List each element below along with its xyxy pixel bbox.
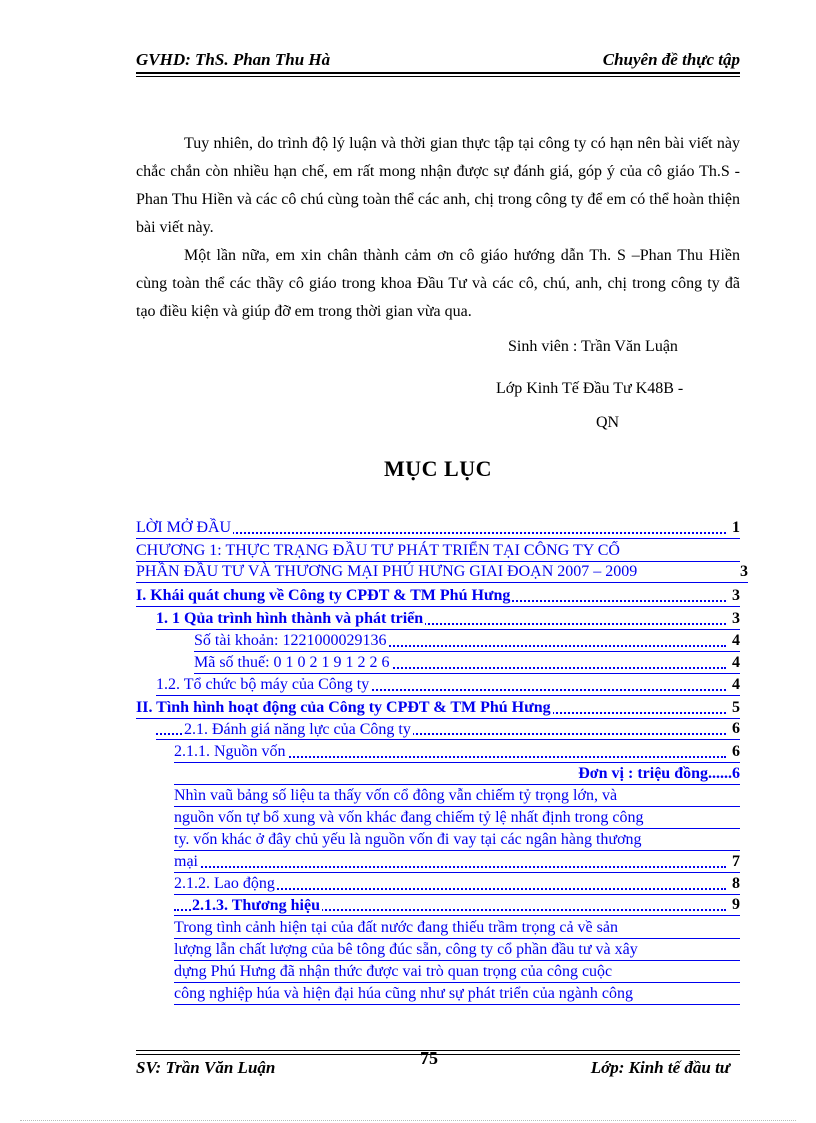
toc-link-2-1-3[interactable] — [174, 896, 740, 916]
toc-page-number: 6 — [732, 743, 740, 760]
toc-link-capital-note-3[interactable] — [174, 830, 740, 851]
toc-link-brand-note-4[interactable] — [174, 984, 740, 1005]
toc-page-number: 3 — [740, 563, 748, 580]
toc-link-text: I. Khái quát chung về Công ty CPĐT & TM Phú Hưng — [136, 587, 511, 604]
toc-link-capital-note-4[interactable] — [174, 852, 740, 873]
footer-rule-thin — [136, 1054, 740, 1055]
header-rule — [136, 72, 740, 74]
toc-link-text: 2.1.2. Lao động — [174, 875, 275, 892]
toc-page-number: 3 — [732, 610, 740, 627]
toc-link-brand-note-3[interactable] — [174, 962, 740, 983]
toc-title: MỤC LỤC — [384, 456, 492, 481]
toc-page-number: 7 — [732, 853, 740, 870]
toc-link-text: Nhìn vaũ bảng số liệu ta thấy vốn cổ đông vẫn chiếm tỷ trọng lớn, và — [174, 787, 618, 804]
toc-link-text: Số tài khoản: 1221000029136 — [194, 632, 387, 649]
toc-link-text: lượng lẫn chất lượng của bê tông đúc sẵn, công ty cổ phần đầu tư và xây — [174, 941, 638, 958]
toc-link-text: PHẦN ĐẦU TƯ VÀ THƯƠNG MẠI PHÚ HƯNG GIAI ĐOẠN 2007 – 2009 — [136, 563, 638, 580]
signature-student: Sinh viên : Trần Văn Luận — [508, 338, 678, 355]
toc-page-number: 3 — [732, 587, 740, 604]
toc-link-text: II. Tình hình hoạt động của Công ty CPĐT & TM Phú Hưng — [136, 699, 551, 716]
toc-page-number: 1 — [732, 519, 740, 536]
toc-link-text: CHƯƠNG 1: THỰC TRẠNG ĐẦU TƯ PHÁT TRIỂN TẠI CÔNG TY CỔ — [136, 542, 620, 559]
toc-page-number: 9 — [732, 896, 740, 913]
toc-link-text: Đơn vị : triệu đồng...... — [578, 765, 732, 782]
toc-page-number: 4 — [732, 676, 740, 693]
toc-link-section-1[interactable] — [136, 586, 740, 607]
toc-link-1-2[interactable] — [156, 675, 740, 696]
toc-link-chapter1[interactable] — [136, 541, 740, 562]
toc-link-text: 1.2. Tổ chức bộ máy của Công ty — [156, 676, 370, 693]
toc-link-capital-note-1[interactable] — [174, 786, 740, 807]
toc-link-1-1[interactable] — [156, 609, 740, 630]
toc-page-number: 6 — [732, 720, 740, 737]
footer-student: SV: Trần Văn Luận — [136, 1058, 276, 1077]
header-document-type: Chuyên đề thực tập — [602, 50, 740, 69]
toc-link-intro[interactable] — [136, 518, 740, 539]
signature-class: Lớp Kinh Tế Đầu Tư K48B - — [496, 380, 684, 397]
toc-link-2-1-2[interactable] — [174, 874, 740, 895]
toc-page-number: 5 — [732, 699, 740, 716]
header-rule-thin — [136, 76, 740, 77]
page-bottom-border — [20, 1120, 796, 1121]
toc-link-text: ty. vốn khác ở đây chủ yếu là nguồn vốn đi vay tại các ngân hàng thương — [174, 831, 642, 848]
toc-link-text: công nghiệp húa và hiện đại húa cũng như sự phát triển của ngành công — [174, 985, 633, 1002]
toc-link-tax-code[interactable] — [194, 653, 740, 674]
footer-class: Lớp: Kinh tế đầu tư — [590, 1058, 730, 1077]
toc-link-2-1[interactable] — [156, 720, 740, 740]
body-paragraph-1: Tuy nhiên, do trình độ lý luận và thời gian thực tập tại công ty có hạn nên bài viết này chắc chắn còn nhiều hạn chế, em rất mong nhận được sự đánh giá, góp ý của cô giáo Th.S - Phan Thu Hiền và các cô chú cùng toàn thể các anh, chị trong công ty để em có thể hoàn thiện bài viết này. — [136, 135, 740, 236]
page-footer — [136, 1048, 740, 1082]
toc-link-capital-note-2[interactable] — [174, 808, 740, 829]
toc-page-number: 4 — [732, 632, 740, 649]
toc-link-text: Trong tình cảnh hiện tại của đất nước đang thiếu trầm trọng cả về sản — [174, 919, 618, 936]
toc-link-text: Mã số thuế: 0 1 0 2 1 9 1 2 2 6 — [194, 654, 390, 671]
toc-link-text: LỜI MỞ ĐẦU — [136, 519, 232, 536]
footer-rule — [136, 1050, 740, 1051]
toc-link-text: nguồn vốn tự bổ xung và vốn khác đang chiếm tỷ lệ nhất định trong công — [174, 809, 644, 826]
toc-link-brand-note-1[interactable] — [174, 918, 740, 939]
toc-link-text: 1. 1 Qủa trình hình thành và phát triển — [156, 610, 424, 627]
toc-link-text: 2.1.1. Nguồn vốn — [174, 743, 286, 760]
header-supervisor: GVHD: ThS. Phan Thu Hà — [136, 50, 331, 69]
toc-link-account-number[interactable] — [194, 631, 740, 652]
toc-link-unit[interactable] — [174, 764, 740, 785]
toc-link-chapter1-cont[interactable] — [136, 562, 748, 583]
page-header — [136, 48, 740, 72]
toc-link-text: 2.1.3. Thương hiệu — [192, 897, 320, 914]
page-number: 75 — [420, 1048, 438, 1068]
toc-link-section-2[interactable] — [136, 698, 740, 719]
toc-page-number: 6 — [732, 765, 740, 782]
toc-page-number: 4 — [732, 654, 740, 671]
toc-page-number: 8 — [732, 875, 740, 892]
toc-link-text: dựng Phú Hưng đã nhận thức được vai trò quan trọng của công cuộc — [174, 963, 613, 980]
signature-class-suffix: QN — [596, 414, 620, 431]
toc-link-2-1-1[interactable] — [174, 742, 740, 763]
toc-link-text: 2.1. Đánh giá năng lực của Công ty — [184, 721, 411, 738]
body-paragraph-2: Một lần nữa, em xin chân thành cảm ơn cô giáo hướng dẫn Th. S –Phan Thu Hiền cùng toàn thể các thầy cô giáo trong khoa Đầu Tư và các cô, chú, anh, chị trong công ty đã tạo điều kiện và giúp đỡ em trong thời gian vừa qua. — [136, 247, 740, 320]
toc-link-text: mại — [174, 853, 198, 870]
toc-link-brand-note-2[interactable] — [174, 940, 740, 961]
